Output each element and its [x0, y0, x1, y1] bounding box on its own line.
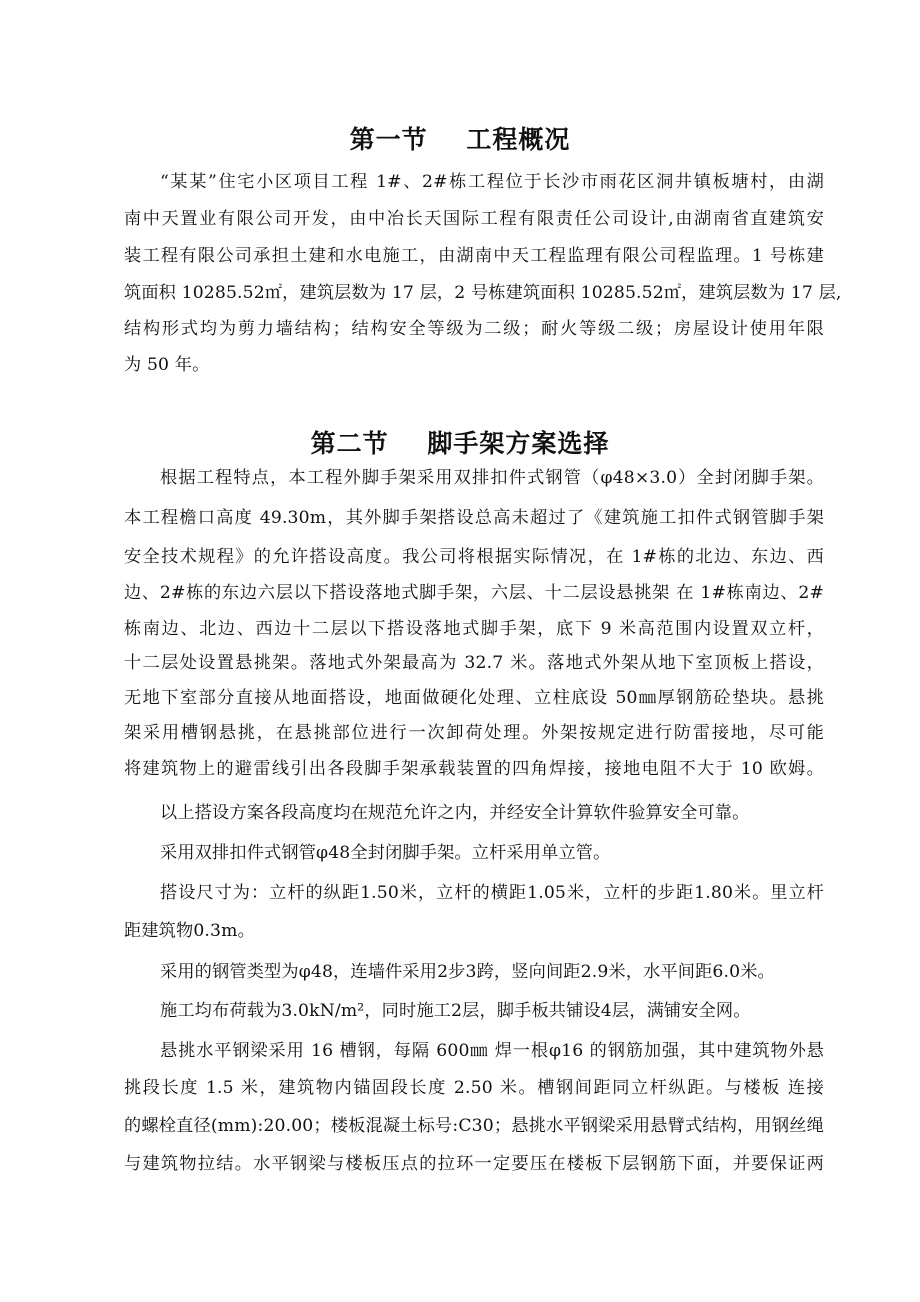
s1-line-5: 结构形式均为剪力墙结构；结构安全等级为二级；耐火等级二级；房屋设计使用年限	[124, 319, 824, 339]
s2-para-7-line-4: 与建筑物拉结。水平钢梁与楼板压点的拉环一定要压在楼板下层钢筋下面，并要保证两	[124, 1154, 824, 1174]
s2-line-4: 边、2#栋的东边六层以下搭设落地式脚手架，六层、十二层设悬挑架 在 1#栋南边、2#	[124, 583, 824, 603]
s2-line-1: 根据工程特点，本工程外脚手架采用双排扣件式钢管（φ48×3.0）全封闭脚手架。	[160, 468, 824, 488]
s2-line-3: 安全技术规程》的允许搭设高度。我公司将根据实际情况，在 1#栋的北边、东边、西	[124, 547, 824, 567]
s2-para-7-line-3: 的螺栓直径(mm):20.00；楼板混凝土标号:C30；悬挑水平钢梁采用悬臂式结构，用钢丝绳	[124, 1116, 824, 1136]
s1-line-4: 筑面积 10285.52㎡，建筑层数为 17 层，2 号栋建筑面积 10285.52㎡，建筑层数为 17 层,	[124, 283, 842, 303]
s1-line-2: 南中天置业有限公司开发，由中冶长天国际工程有限责任公司设计,由湖南省直建筑安	[124, 209, 824, 229]
section-1-title: 第一节 工程概况	[349, 125, 571, 154]
s1-line-3: 装工程有限公司承担土建和水电施工，由湖南中天工程监理有限公司程监理。1 号栋建	[124, 246, 824, 266]
s2-para-2: 以上搭设方案各段高度均在规范允许之内，并经安全计算软件验算安全可靠。	[160, 803, 750, 823]
section-2-title: 第二节 脚手架方案选择	[310, 429, 610, 458]
s2-line-2: 本工程檐口高度 49.30m，其外脚手架搭设总高未超过了《建筑施工扣件式钢管脚手架	[124, 508, 824, 528]
s2-para-6: 施工均布荷载为3.0kN/m²，同时施工2层，脚手板共铺设4层，满铺安全网。	[160, 1001, 751, 1021]
s2-para-4-line-1: 搭设尺寸为：立杆的纵距1.50米，立杆的横距1.05米，立杆的步距1.80米。里立杆	[160, 883, 824, 903]
s2-line-9: 将建筑物上的避雷线引出各段脚手架承载装置的四角焊接，接地电阻不大于 10 欧姆。	[124, 759, 824, 779]
s2-para-7-line-2: 挑段长度 1.5 米，建筑物内锚固段长度 2.50 米。槽钢间距同立杆纵距。与楼板 连接	[124, 1078, 824, 1098]
s2-para-3: 采用双排扣件式钢管φ48全封闭脚手架。立杆采用单立管。	[160, 843, 611, 863]
s1-line-6: 为 50 年。	[124, 355, 210, 375]
s2-line-5: 栋南边、北边、西边十二层以下搭设落地式脚手架，底下 9 米高范围内设置双立杆，	[124, 619, 824, 639]
s2-line-6: 十二层处设置悬挑架。落地式外架最高为 32.7 米。落地式外架从地下室顶板上搭设，	[124, 653, 824, 673]
s2-line-7: 无地下室部分直接从地面搭设，地面做硬化处理、立柱底设 50㎜厚钢筋砼垫块。悬挑	[124, 688, 824, 708]
s1-line-1: “某某”住宅小区项目工程 1#、2#栋工程位于长沙市雨花区洞井镇板塘村，由湖	[160, 172, 824, 192]
s2-line-8: 架采用槽钢悬挑，在悬挑部位进行一次卸荷处理。外架按规定进行防雷接地，尽可能	[124, 723, 824, 743]
s2-para-7-line-1: 悬挑水平钢梁采用 16 槽钢，每隔 600㎜ 焊一根φ16 的钢筋加强，其中建筑物外悬	[160, 1041, 824, 1061]
s2-para-4-line-2: 距建筑物0.3m。	[124, 921, 255, 941]
s2-para-5: 采用的钢管类型为φ48，连墙件采用2步3跨，竖向间距2.9米，水平间距6.0米。	[160, 962, 775, 982]
